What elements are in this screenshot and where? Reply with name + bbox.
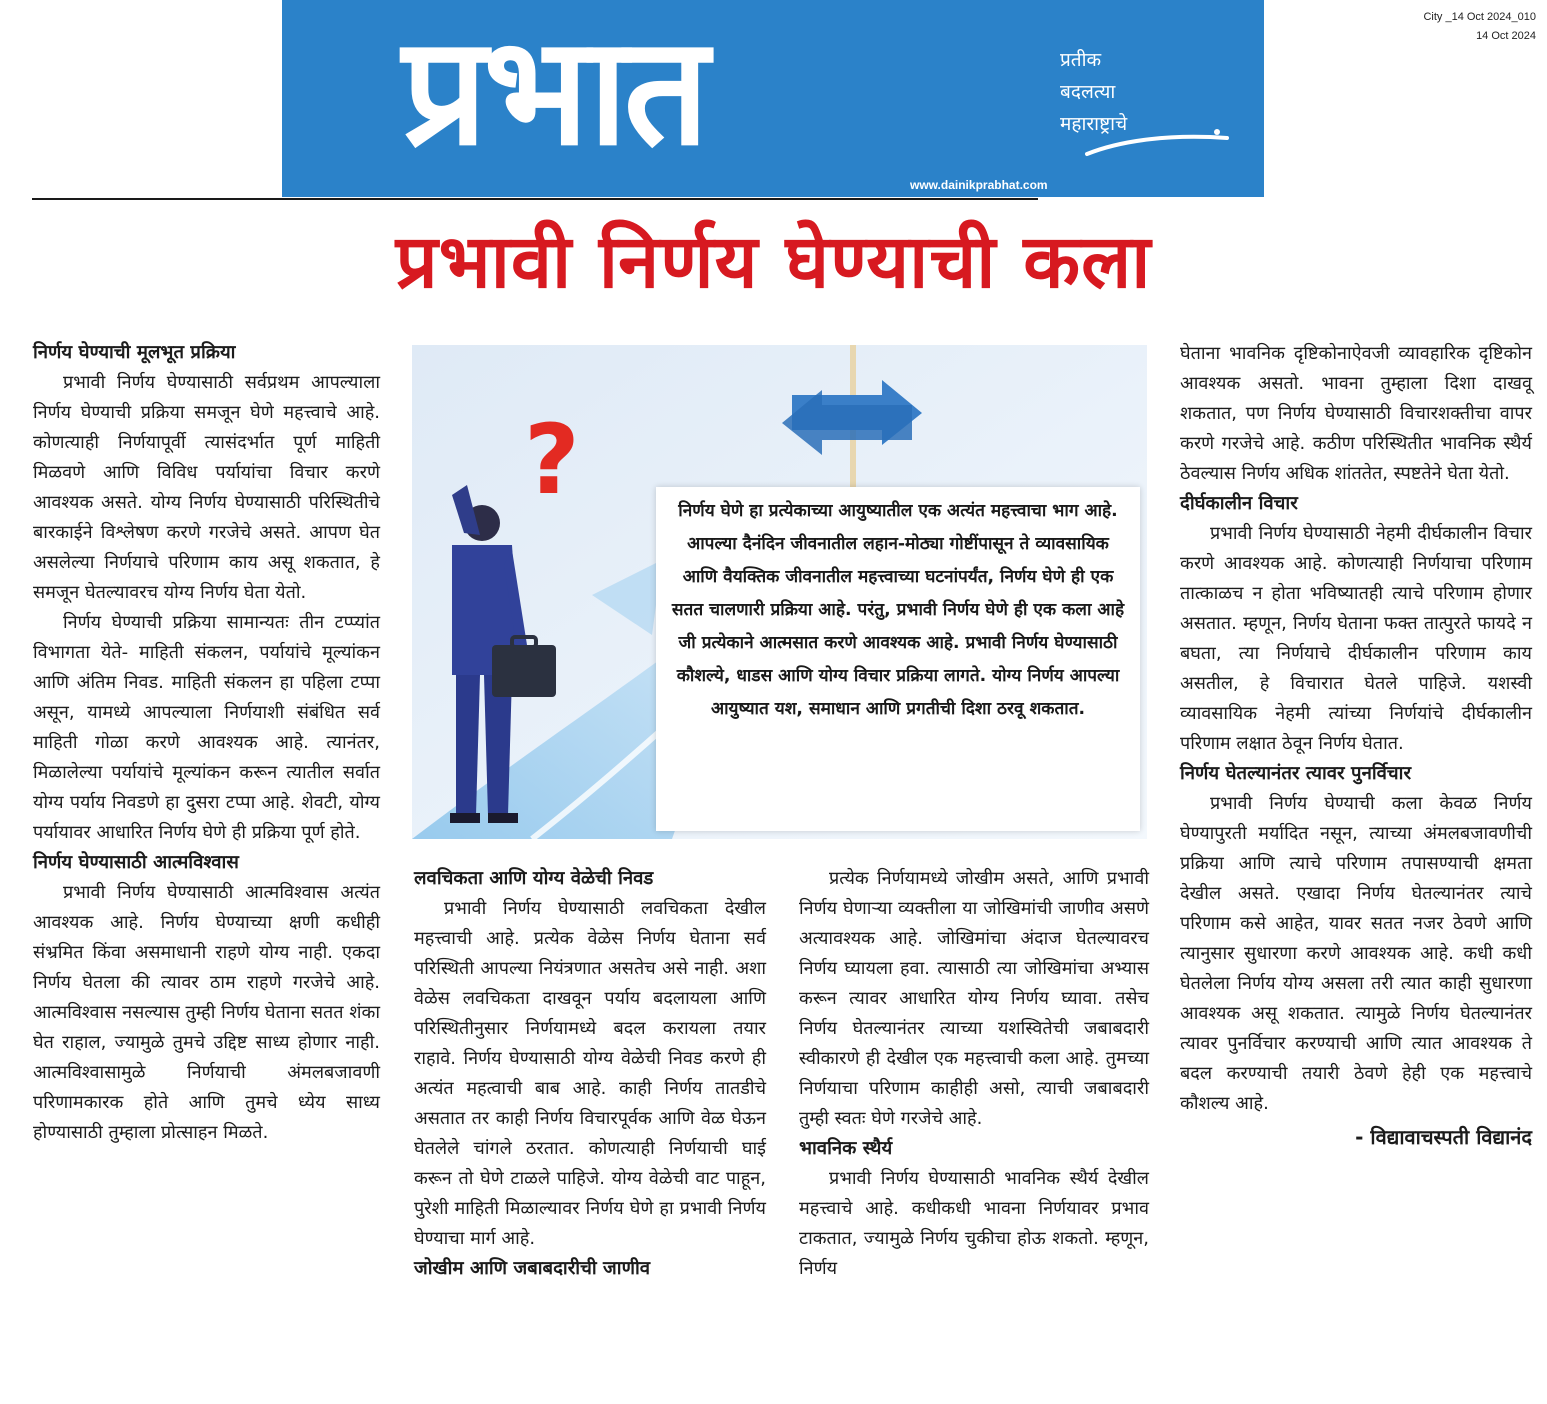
paragraph: घेताना भावनिक दृष्टिकोनाऐवजी व्यावहारिक दृष्टिकोन आवश्यक असतो. भावना तुम्हाला दिशा दाखवू शकतात, पण निर्णय घेण्यासाठी विचारशक्तीचा वापर करणे गरजेचे आहे. कठीण परिस्थितीत भावनिक स्थैर्य ठेवल्यास निर्णय अधिक शांततेत, स्पष्टतेने घेता येतो.	[1180, 343, 1532, 484]
author-byline: - विद्यावाचस्पती विद्यानंद	[1355, 1125, 1532, 1149]
tagline-line: प्रतीक	[1060, 49, 1102, 71]
paragraph: प्रभावी निर्णय घेण्यासाठी सर्वप्रथम आपल्याला निर्णय घेण्याची प्रक्रिया समजून घेणे महत्त्वाचे आहे. कोणत्याही निर्णयापूर्वी त्यासंदर्भात पूर्ण माहिती मिळवणे आणि विविध पर्यायांचा विचार करणे आवश्यक असते. योग्य निर्णय घेण्यासाठी परिस्थितीचे बारकाईने विश्लेषण करणे गरजेचे असते. आपण घेत असलेल्या निर्णयाचे परिणाम काय असू शकतात, हे समजून घेतल्यावरच योग्य निर्णय घेता येतो.	[33, 372, 380, 603]
article-column-3	[799, 864, 1149, 1284]
edition-code: City _14 Oct 2024_010	[1423, 11, 1536, 23]
masthead-tagline	[1060, 44, 1200, 140]
article-column-2	[414, 864, 766, 1284]
paragraph: प्रभावी निर्णय घेण्यासाठी नेहमी दीर्घकालीन विचार करणे आवश्यक आहे. कोणत्याही निर्णयाचा परिणाम तात्काळच न होता भविष्यातही त्याचे परिणाम होणार असतात. म्हणून, निर्णय घेताना फक्त तात्पुरते फायदे न बघता, त्या निर्णयाचे दीर्घकालीन परिणाम काय असतील, हे विचारात घेतले पाहिजे. यशस्वी व्यावसायिक नेहमी त्यांच्या निर्णयांचे दीर्घकालीन परिणाम लक्षात ठेवून निर्णय घेतात.	[1180, 523, 1532, 754]
paragraph: प्रत्येक निर्णयामध्ये जोखीम असते, आणि प्रभावी निर्णय घेणाऱ्या व्यक्तीला या जोखिमांची जाणीव असणे अत्यावश्यक आहे. जोखिमांचा अंदाज घेतल्यावरच निर्णय घ्यायला हवा. त्यासाठी त्या जोखिमांचा अभ्यास करून त्यावर आधारित योग्य निर्णय घ्यावा. तसेच निर्णय घेतल्यानंतर त्याच्या यशस्वितेची जबाबदारी स्वीकारणे ही देखील एक महत्त्वाची कला आहे. तुमच्या निर्णयाचा परिणाम काहीही असो, त्याची जबाबदारी तुम्ही स्वतः घेणे गरजेचे आहे.	[799, 868, 1149, 1129]
subheading: निर्णय घेण्यासाठी आत्मविश्वास	[33, 852, 239, 873]
swoosh-icon	[1082, 128, 1232, 158]
newspaper-logo: प्रभात	[402, 3, 706, 179]
subheading: भावनिक स्थैर्य	[799, 1138, 893, 1159]
website-url: www.dainikprabhat.com	[910, 178, 1048, 192]
intro-box: निर्णय घेणे हा प्रत्येकाच्या आयुष्यातील एक अत्यंत महत्त्वाचा भाग आहे. आपल्या दैनंदिन जीवनातील लहान-मोठ्या गोष्टींपासून ते व्यावसायिक आणि वैयक्तिक जीवनातील महत्त्वाच्या घटनांपर्यंत, निर्णय घेणे ही एक सतत चालणारी प्रक्रिया आहे. परंतु, प्रभावी निर्णय घेणे ही एक कला आहे जी प्रत्येकाने आत्मसात करणे आवश्यक आहे. प्रभावी निर्णय घेण्यासाठी कौशल्ये, धाडस आणि योग्य विचार प्रक्रिया लागते. योग्य निर्णय आपल्या आयुष्यात यश, समाधान आणि प्रगतीची दिशा ठरवू शकतात.	[656, 487, 1140, 831]
subheading: निर्णय घेण्याची मूलभूत प्रक्रिया	[33, 342, 236, 363]
newspaper-masthead	[282, 0, 1264, 197]
subheading: जोखीम आणि जबाबदारीची जाणीव	[414, 1258, 651, 1279]
question-mark-icon: ?	[524, 404, 580, 516]
paragraph: प्रभावी निर्णय घेण्यासाठी लवचिकता देखील महत्त्वाची आहे. प्रत्येक वेळेस निर्णय घेताना सर्व परिस्थिती आपल्या नियंत्रणात असतेच असे नाही. अशा वेळेस लवचिकता दाखवून पर्याय बदलायला आणि परिस्थितीनुसार निर्णयामध्ये बदल करायला तयार राहावे. निर्णय घेण्यासाठी योग्य वेळेची निवड करणे ही अत्यंत महत्वाची बाब आहे. काही निर्णय तातडीचे असतात तर काही निर्णय विचारपूर्वक आणि वेळ घेऊन घेतलेले चांगले ठरतात. कोणत्याही निर्णयाची घाई करून तो घेणे टाळले पाहिजे. योग्य वेळेची वाट पाहून, पुरेशी माहिती मिळाल्यावर निर्णय घेणे हा प्रभावी निर्णय घेण्याचा मार्ग आहे.	[414, 898, 766, 1249]
edition-date: 14 Oct 2024	[1476, 30, 1536, 42]
tagline-line: महाराष्ट्राचे	[1060, 113, 1128, 135]
briefcase-icon	[492, 637, 556, 697]
paragraph: प्रभावी निर्णय घेण्यासाठी आत्मविश्वास अत्यंत आवश्यक आहे. निर्णय घेण्याच्या क्षणी कधीही संभ्रमित किंवा असमाधानी राहणे योग्य नाही. एकदा निर्णय घेतला की त्यावर ठाम राहणे गरजेचे आहे. आत्मविश्वास नसल्यास तुम्ही निर्णय घेताना सतत शंका घेत राहाल, ज्यामुळे तुमचे उद्दिष्ट साध्य होणार नाही. आत्मविश्वासामुळे निर्णयाची अंमलबजावणी परिणामकारक होते आणि तुमचे ध्येय साध्य होण्यासाठी तुम्हाला प्रोत्साहन मिळते.	[33, 882, 381, 1143]
subheading: लवचिकता आणि योग्य वेळेची निवड	[414, 868, 654, 889]
paragraph: प्रभावी निर्णय घेण्यासाठी भावनिक स्थैर्य देखील महत्त्वाचे आहे. कधीकधी भावना निर्णयावर प्रभाव टाकतात, ज्यामुळे निर्णय चुकीचा होऊ शकतो. म्हणून, निर्णय	[799, 1168, 1149, 1279]
subheading: दीर्घकालीन विचार	[1180, 493, 1298, 514]
masthead-rule	[32, 198, 1038, 200]
paragraph: निर्णय घेण्याची प्रक्रिया सामान्यतः तीन टप्प्यांत विभागता येते- माहिती संकलन, पर्यायांचे मूल्यांकन आणि अंतिम निवड. माहिती संकलन हा पहिला टप्पा असून, यामध्ये आपल्याला निर्णयाशी संबंधित सर्व माहिती गोळा करणे आवश्यक आहे. त्यानंतर, मिळालेल्या पर्यायांचे मूल्यांकन करून त्यातील सर्वात योग्य पर्याय निवडणे हा दुसरा टप्पा आहे. शेवटी, योग्य पर्यायावर आधारित निर्णय घेणे ही प्रक्रिया पूर्ण होते.	[33, 612, 380, 843]
tagline-line: बदलत्या	[1060, 81, 1116, 103]
paragraph: प्रभावी निर्णय घेण्याची कला केवळ निर्णय घेण्यापुरती मर्यादित नसून, त्याच्या अंमलबजावणीची प्रक्रिया आणि त्याचे परिणाम तपासण्याची क्षमता देखील असते. एखादा निर्णय घेतल्यानंतर त्याचे परिणाम कसे आहेत, यावर सतत नजर ठेवणे आणि त्यानुसार सुधारणा करणे आवश्यक आहे. कधी कधी घेतलेला निर्णय योग्य असला तरी त्यात काही सुधारणा आवश्यक असू शकतात. त्यामुळे निर्णय घेतल्यानंतर त्यावर पुनर्विचार करण्याची आणि त्यात आवश्यक ते बदल करण्याची तयारी ठेवणे हेही एक महत्त्वाचे कौशल्य आहे.	[1180, 793, 1532, 1114]
edition-info	[1423, 8, 1536, 46]
subheading: निर्णय घेतल्यानंतर त्यावर पुनर्विचार	[1180, 763, 1412, 784]
article-headline: प्रभावी निर्णय घेण्याची कला	[395, 219, 1152, 305]
article-column-1	[33, 338, 380, 1148]
article-column-4	[1180, 339, 1532, 1153]
